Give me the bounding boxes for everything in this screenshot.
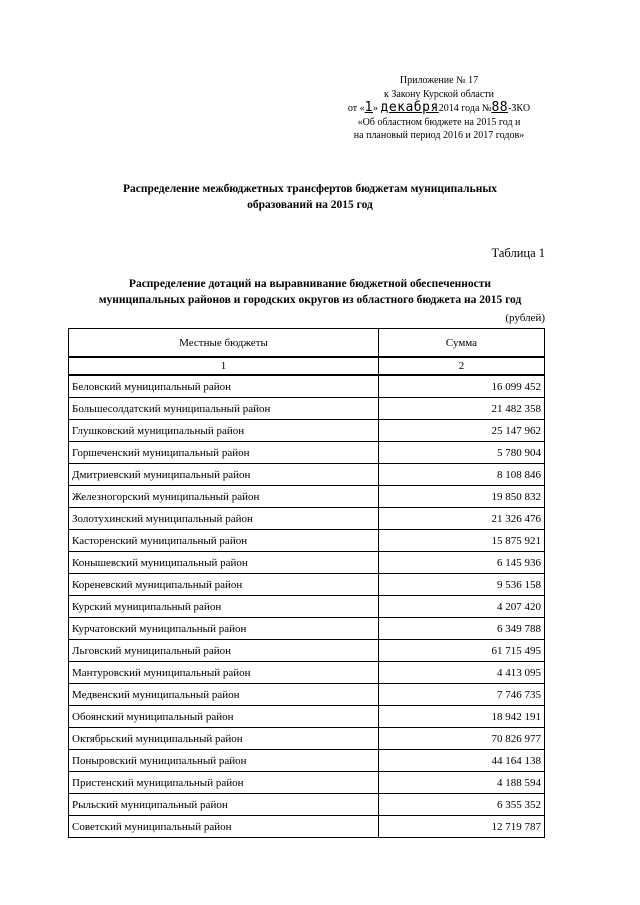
column-number-row <box>69 357 545 375</box>
table-row <box>69 552 545 574</box>
subsidy-table-body <box>69 329 545 838</box>
district-sum: 21 482 358 <box>379 398 545 420</box>
table-row <box>69 640 545 662</box>
header-local-budgets: Местные бюджеты <box>69 329 379 358</box>
district-name: Кореневский муниципальный район <box>69 574 379 596</box>
subsidy-table <box>68 328 545 838</box>
column-number-1: 1 <box>69 357 379 375</box>
district-name: Курчатовский муниципальный район <box>69 618 379 640</box>
district-sum: 6 145 936 <box>379 552 545 574</box>
table-row <box>69 442 545 464</box>
district-sum: 6 349 788 <box>379 618 545 640</box>
appendix-date-line <box>320 101 558 116</box>
district-sum: 25 147 962 <box>379 420 545 442</box>
table-row <box>69 530 545 552</box>
district-sum: 6 355 352 <box>379 794 545 816</box>
table-row <box>69 508 545 530</box>
district-sum: 15 875 921 <box>379 530 545 552</box>
district-sum: 21 326 476 <box>379 508 545 530</box>
district-sum: 4 188 594 <box>379 772 545 794</box>
date-day-close: » <box>373 103 378 114</box>
district-sum: 61 715 495 <box>379 640 545 662</box>
district-sum: 70 826 977 <box>379 728 545 750</box>
table-row <box>69 420 545 442</box>
document-title-line1: Распределение межбюджетных трансфертов бюджетам муниципальных <box>122 183 498 195</box>
document-title <box>90 181 530 213</box>
district-name: Мантуровский муниципальный район <box>69 662 379 684</box>
district-name: Пристенский муниципальный район <box>69 772 379 794</box>
law-number-suffix: -ЗКО <box>508 103 531 114</box>
district-name: Горшеченский муниципальный район <box>69 442 379 464</box>
district-sum: 16 099 452 <box>379 375 545 398</box>
table-row <box>69 596 545 618</box>
table-row <box>69 772 545 794</box>
district-name: Советский муниципальный район <box>69 816 379 838</box>
table-row <box>69 662 545 684</box>
table-row <box>69 398 545 420</box>
district-name: Октябрьский муниципальный район <box>69 728 379 750</box>
district-name: Железногорский муниципальный район <box>69 486 379 508</box>
district-sum: 4 207 420 <box>379 596 545 618</box>
appendix-number: Приложение № 17 <box>399 75 479 86</box>
district-sum: 4 413 095 <box>379 662 545 684</box>
district-sum: 44 164 138 <box>379 750 545 772</box>
table-row <box>69 750 545 772</box>
district-sum: 7 746 735 <box>379 684 545 706</box>
date-prefix: от « <box>347 103 365 114</box>
table-title-line1: Распределение дотаций на выравнивание бюджетной обеспеченности <box>128 278 492 290</box>
table-header-row <box>69 329 545 358</box>
table-title-line2: муниципальных районов и городских округов из областного бюджета на 2015 год <box>98 294 522 306</box>
table-row <box>69 728 545 750</box>
column-number-2: 2 <box>379 357 545 375</box>
district-name: Беловский муниципальный район <box>69 375 379 398</box>
district-name: Золотухинский муниципальный район <box>69 508 379 530</box>
district-name: Касторенский муниципальный район <box>69 530 379 552</box>
district-sum: 18 942 191 <box>379 706 545 728</box>
district-sum: 19 850 832 <box>379 486 545 508</box>
district-name: Обоянский муниципальный район <box>69 706 379 728</box>
table-row <box>69 375 545 398</box>
unit-label: (рублей) <box>505 312 545 324</box>
law-number: 88 <box>491 100 509 115</box>
district-sum: 12 719 787 <box>379 816 545 838</box>
district-name: Льговский муниципальный район <box>69 640 379 662</box>
table-title <box>60 276 560 308</box>
table-row <box>69 618 545 640</box>
appendix-law-ref: к Закону Курской области <box>384 88 494 100</box>
district-sum: 5 780 904 <box>379 442 545 464</box>
table-row <box>69 486 545 508</box>
appendix-law-title-1: «Об областном бюджете на 2015 год и <box>357 116 521 128</box>
document-title-line2: образований на 2015 год <box>247 199 373 211</box>
district-name: Большесолдатский муниципальный район <box>69 398 379 420</box>
district-name: Дмитриевский муниципальный район <box>69 464 379 486</box>
table-row <box>69 816 545 838</box>
district-sum: 9 536 158 <box>379 574 545 596</box>
table-row <box>69 684 545 706</box>
table-row <box>69 464 545 486</box>
district-name: Медвенский муниципальный район <box>69 684 379 706</box>
district-name: Рыльский муниципальный район <box>69 794 379 816</box>
table-row <box>69 574 545 596</box>
district-name: Поныровский муниципальный район <box>69 750 379 772</box>
table-row <box>69 794 545 816</box>
date-day: 1 <box>364 100 373 115</box>
district-sum: 8 108 846 <box>379 464 545 486</box>
table-label: Таблица 1 <box>491 246 545 260</box>
district-name: Глушковский муниципальный район <box>69 420 379 442</box>
header-sum: Сумма <box>379 329 545 358</box>
district-name: Конышевский муниципальный район <box>69 552 379 574</box>
district-name: Курский муниципальный район <box>69 596 379 618</box>
appendix-header <box>320 74 558 143</box>
appendix-law-title-2: на плановый период 2016 и 2017 годов» <box>353 130 525 141</box>
date-year-no: 2014 года № <box>438 103 492 114</box>
date-month: декабря <box>380 100 439 115</box>
table-row <box>69 706 545 728</box>
